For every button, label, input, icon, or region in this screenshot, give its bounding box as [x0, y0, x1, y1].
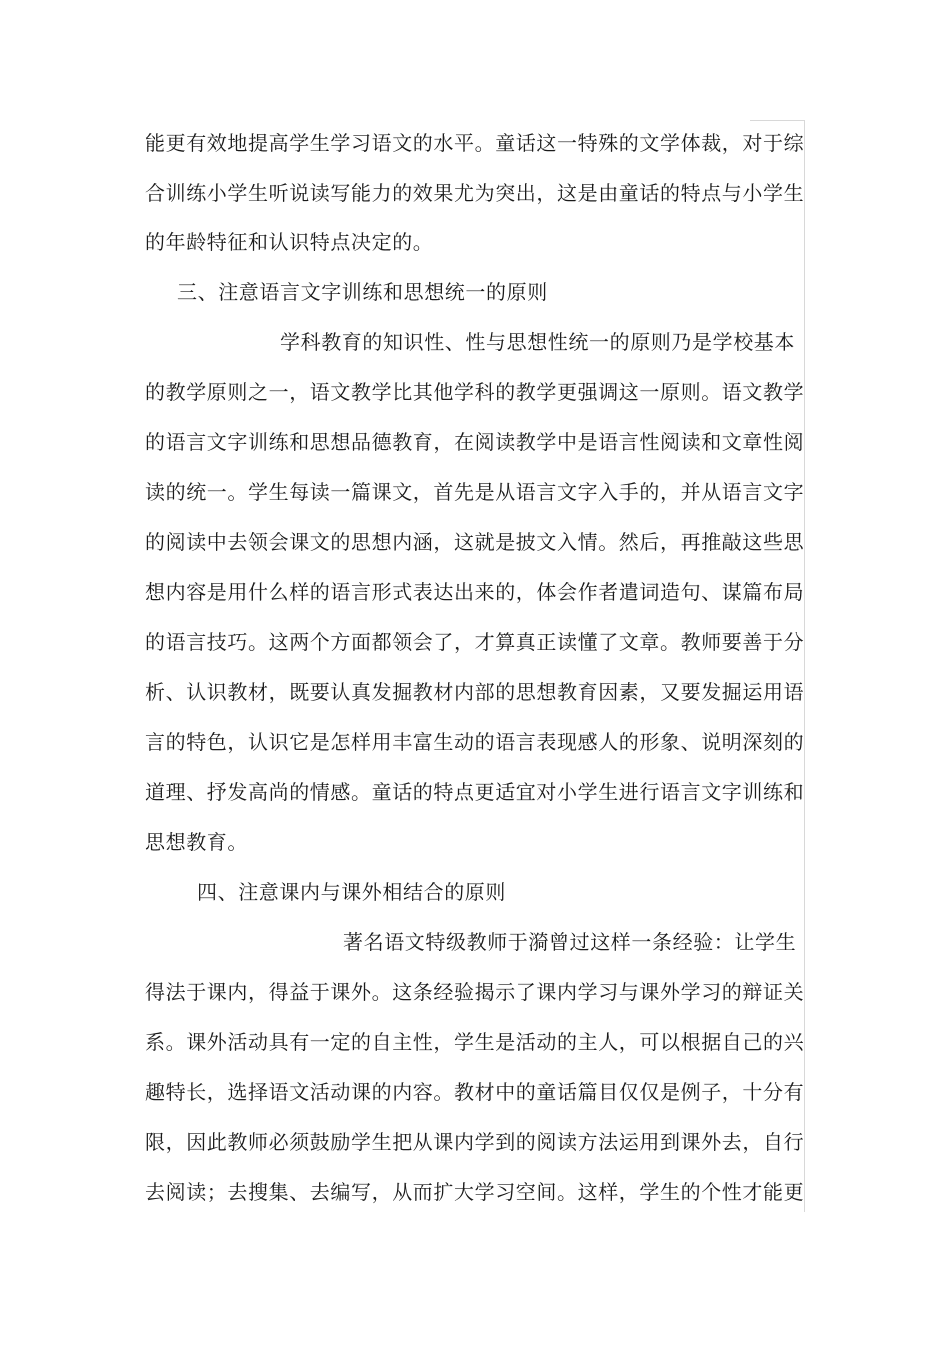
text-line: 趣特长，选择语文活动课的内容。教材中的童话篇目仅仅是例子，十分有: [145, 1080, 805, 1104]
text-line: 读的统一。学生每读一篇课文，首先是从语言文字入手的，并从语言文字: [145, 480, 805, 504]
text-line: 的教学原则之一，语文教学比其他学科的教学更强调这一原则。语文教学: [145, 380, 805, 404]
text-line: 的语言技巧。这两个方面都领会了，才算真正读懂了文章。教师要善于分: [145, 630, 805, 654]
text-line: 的阅读中去领会课文的思想内涵，这就是披文入情。然后，再推敲这些思: [145, 530, 805, 554]
text-line: 系。课外活动具有一定的自主性，学生是活动的主人，可以根据自己的兴: [145, 1030, 805, 1054]
text-line: 得法于课内，得益于课外。这条经验揭示了课内学习与课外学习的辩证关: [145, 980, 805, 1004]
text-line: 想内容是用什么样的语言形式表达出来的，体会作者遣词造句、谋篇布局: [145, 580, 805, 604]
text-line: 言的特色，认识它是怎样用丰富生动的语言表现感人的形象、说明深刻的: [145, 730, 805, 754]
text-line: 的年龄特征和认识特点决定的。: [145, 230, 434, 254]
text-line: 著名语文特级教师于漪曾过这样一条经验：让学生: [343, 930, 797, 954]
text-line: 的语言文字训练和思想品德教育，在阅读教学中是语言性阅读和文章性阅: [145, 430, 805, 454]
text-line: 学科教育的知识性、性与思想性统一的原则乃是学校基本: [280, 330, 795, 354]
text-line: 析、认识教材，既要认真发掘教材内部的思想教育因素，又要发掘运用语: [145, 680, 805, 704]
text-line: 去阅读；去搜集、去编写，从而扩大学习空间。这样，学生的个性才能更: [145, 1180, 805, 1204]
text-line: 道理、抒发高尚的情感。童话的特点更适宜对小学生进行语言文字训练和: [145, 780, 805, 804]
text-line: 限，因此教师必须鼓励学生把从课内学到的阅读方法运用到课外去，自行: [145, 1130, 805, 1154]
section-heading-3: 三、注意语言文字训练和思想统一的原则: [177, 280, 548, 304]
text-line: 能更有效地提高学生学习语文的水平。童话这一特殊的文学体裁，对于综: [145, 131, 805, 155]
text-line: 合训练小学生听说读写能力的效果尤为突出，这是由童话的特点与小学生: [145, 181, 805, 205]
text-line: 思想教育。: [145, 830, 248, 854]
section-heading-4: 四、注意课内与课外相结合的原则: [197, 880, 506, 904]
page-border-top: [750, 120, 805, 121]
